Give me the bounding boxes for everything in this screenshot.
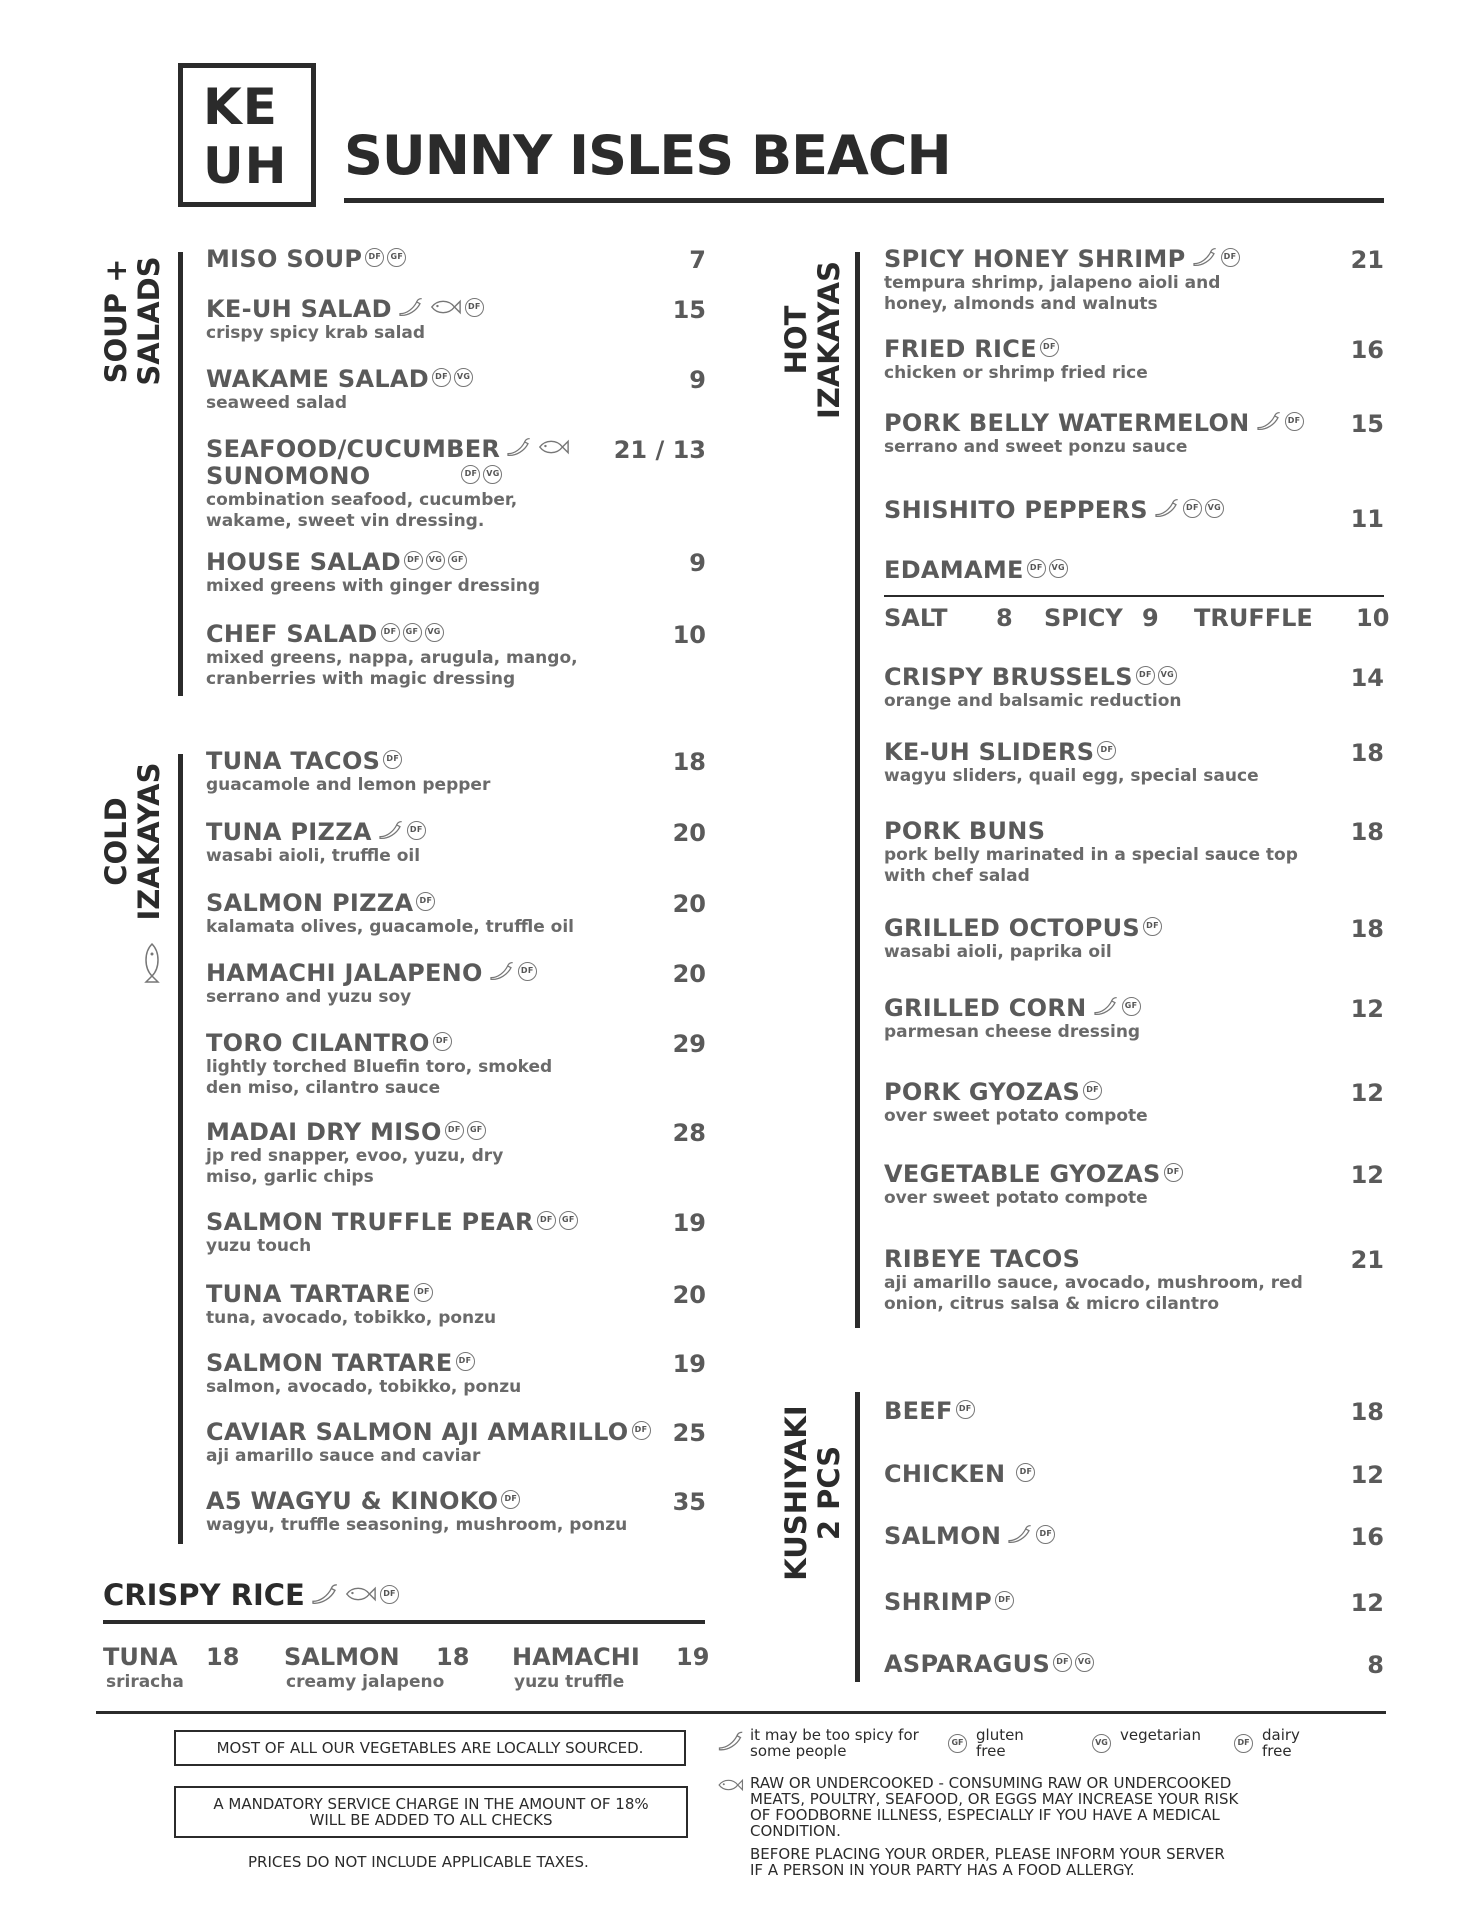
item-price: 18 — [672, 748, 706, 776]
title-divider — [344, 198, 1384, 203]
df-tag-icon: DF — [632, 1421, 651, 1440]
item-price: 18 — [1350, 818, 1384, 846]
item-name: SHRIMP — [884, 1588, 993, 1616]
item-price: 12 — [1350, 1161, 1384, 1189]
crispy-rice-salmon-price: 18 — [436, 1643, 470, 1671]
item-price: 14 — [1350, 664, 1384, 692]
legend-gf-icon: GF — [948, 1734, 967, 1753]
item-name: KE-UH SLIDERS — [884, 738, 1095, 766]
df-tag-icon: DF — [416, 892, 435, 911]
item-description: crispy spicy krab salad — [206, 323, 426, 343]
page-title: SUNNY ISLES BEACH — [344, 124, 951, 187]
item-description: serrano and sweet ponzu sauce — [884, 437, 1188, 457]
item-description-line2: with chef salad — [884, 866, 1030, 886]
item-description: wagyu, truffle seasoning, mushroom, ponzu — [206, 1515, 628, 1535]
item-price: 18 — [1350, 915, 1384, 943]
taxes-notice: PRICES DO NOT INCLUDE APPLICABLE TAXES. — [248, 1853, 589, 1871]
item-name: PORK BUNS — [884, 817, 1046, 845]
vg-tag-icon: VG — [1205, 499, 1224, 518]
legend-gluten-free: gluten free — [976, 1726, 1024, 1760]
item-description: wasabi aioli, paprika oil — [884, 942, 1112, 962]
crispy-rice-salmon: SALMON — [284, 1643, 400, 1671]
legend-dairy-free: dairy free — [1262, 1726, 1300, 1760]
item-description: aji amarillo sauce and caviar — [206, 1446, 481, 1466]
df-tag-icon: DF — [1221, 248, 1240, 267]
item-name: GRILLED CORN — [884, 994, 1087, 1022]
menu-item — [884, 1461, 1035, 1488]
df-tag-icon: DF — [465, 298, 484, 317]
menu-item — [206, 1419, 651, 1467]
crispy-rice-title — [103, 1578, 399, 1612]
item-description: tuna, avocado, tobikko, ponzu — [206, 1308, 497, 1328]
menu-item — [206, 246, 406, 273]
menu-item — [206, 1281, 496, 1329]
item-name: MISO SOUP — [206, 245, 363, 273]
vg-tag-icon: VG — [1075, 1653, 1094, 1672]
item-description: lightly torched Bluefin toro, smoked — [206, 1057, 553, 1077]
edamame-salt-price: 8 — [996, 604, 1013, 632]
edamame-rule — [884, 595, 1384, 597]
item-price: 9 — [689, 366, 706, 394]
vg-tag-icon: VG — [425, 623, 444, 642]
item-description: orange and balsamic reduction — [884, 691, 1182, 711]
logo — [178, 63, 316, 207]
item-name: A5 WAGYU & KINOKO — [206, 1487, 499, 1515]
df-tag-icon: DF — [1136, 666, 1155, 685]
menu-item — [884, 1079, 1148, 1127]
service-charge-notice: A MANDATORY SERVICE CHARGE IN THE AMOUNT OF 18% WILL BE ADDED TO ALL CHECKS — [174, 1786, 688, 1838]
vg-tag-icon: VG — [483, 465, 502, 484]
menu-item — [884, 818, 1298, 887]
menu-item — [206, 1209, 578, 1257]
item-price: 20 — [672, 1281, 706, 1309]
menu-item — [206, 960, 537, 1008]
menu-item — [884, 1651, 1094, 1678]
menu-item — [884, 336, 1148, 384]
spicy-pepper-icon — [504, 437, 532, 457]
item-description: jp red snapper, evoo, yuzu, dry — [206, 1146, 504, 1166]
menu-item — [206, 1119, 503, 1188]
df-tag-icon: DF — [501, 1490, 520, 1509]
crispy-rice-hamachi-desc: yuzu truffle — [514, 1672, 625, 1692]
item-description: guacamole and lemon pepper — [206, 775, 491, 795]
soup-salads-rule — [178, 252, 183, 696]
df-tag-icon: DF — [995, 1591, 1014, 1610]
vg-tag-icon: VG — [1049, 559, 1068, 578]
item-name: PORK BELLY WATERMELON — [884, 409, 1250, 437]
edamame-spicy: SPICY — [1044, 604, 1123, 632]
spicy-pepper-icon — [1005, 1524, 1033, 1544]
item-name: HOUSE SALAD — [206, 548, 401, 576]
item-description: mixed greens, nappa, arugula, mango, — [206, 648, 578, 668]
item-description: mixed greens with ginger dressing — [206, 576, 541, 596]
df-tag-icon: DF — [518, 962, 537, 981]
item-description: kalamata olives, guacamole, truffle oil — [206, 917, 575, 937]
raw-warning: RAW OR UNDERCOOKED - CONSUMING RAW OR UNDERCOOKED MEATS, POULTRY, SEAFOOD, OR EGGS MAY INCREASE YOUR RISK OF FOODBORNE ILLNESS, ESPECIALLY IF YOU HAVE A MEDICAL CONDITION. — [750, 1774, 1239, 1840]
crispy-rice-hamachi: HAMACHI — [512, 1643, 640, 1671]
df-tag-icon: DF — [1016, 1463, 1035, 1482]
item-name: SALMON TRUFFLE PEAR — [206, 1208, 534, 1236]
item-description: yuzu touch — [206, 1236, 312, 1256]
df-tag-icon: DF — [383, 750, 402, 769]
df-tag-icon: DF — [407, 821, 426, 840]
item-price: 7 — [689, 246, 706, 274]
df-tag-icon: DF — [1183, 499, 1202, 518]
gf-tag-icon: GF — [448, 551, 467, 570]
spicy-pepper-icon — [1091, 996, 1119, 1016]
menu-item — [206, 436, 570, 532]
item-price: 10 — [672, 621, 706, 649]
item-description: chicken or shrimp fried rice — [884, 363, 1148, 383]
item-price: 19 — [672, 1350, 706, 1378]
item-description: parmesan cheese dressing — [884, 1022, 1141, 1042]
menu-item — [206, 748, 490, 796]
legend-vg-icon: VG — [1092, 1734, 1111, 1753]
menu-item — [206, 819, 426, 867]
legend-spicy-icon — [716, 1730, 744, 1752]
item-name: SALMON PIZZA — [206, 889, 414, 917]
gf-tag-icon: GF — [559, 1211, 578, 1230]
item-name: VEGETABLE GYOZAS — [884, 1160, 1161, 1188]
item-name: ASPARAGUS — [884, 1650, 1051, 1678]
df-tag-icon: DF — [414, 1283, 433, 1302]
df-tag-icon: DF — [433, 1032, 452, 1051]
df-tag-icon: DF — [432, 368, 451, 387]
menu-item — [206, 1488, 627, 1536]
item-name: SEAFOOD/CUCUMBER — [206, 435, 501, 463]
item-price: 18 — [1350, 739, 1384, 767]
vg-tag-icon: VG — [426, 551, 445, 570]
item-name: MADAI DRY MISO — [206, 1118, 442, 1146]
item-name: SALMON TARTARE — [206, 1349, 453, 1377]
item-price: 19 — [672, 1209, 706, 1237]
menu-item — [884, 915, 1162, 963]
item-price: 20 — [672, 960, 706, 988]
df-tag-icon: DF — [1036, 1525, 1055, 1544]
edamame-spicy-price: 9 — [1142, 604, 1159, 632]
raw-fish-icon — [343, 1584, 377, 1604]
df-tag-icon: DF — [1143, 917, 1162, 936]
item-price: 21 / 13 — [613, 436, 706, 464]
df-tag-icon: DF — [956, 1400, 975, 1419]
menu-item — [206, 621, 578, 690]
item-name: HAMACHI JALAPENO — [206, 959, 483, 987]
item-price: 12 — [1350, 995, 1384, 1023]
logo-line1: KE — [203, 78, 278, 136]
df-tag-icon: DF — [381, 623, 400, 642]
menu-item — [884, 664, 1182, 712]
item-price: 15 — [672, 296, 706, 324]
item-price: 15 — [1350, 410, 1384, 438]
item-name: FRIED RICE — [884, 335, 1037, 363]
item-price: 9 — [689, 549, 706, 577]
vegetables-notice: MOST OF ALL OUR VEGETABLES ARE LOCALLY SOURCED. — [174, 1730, 686, 1766]
menu-item — [884, 1589, 1014, 1616]
item-name: SALMON — [884, 1522, 1002, 1550]
menu-item — [206, 890, 574, 938]
item-price: 28 — [672, 1119, 706, 1147]
spicy-pepper-icon — [1190, 247, 1218, 267]
item-description: seaweed salad — [206, 393, 348, 413]
item-price: 29 — [672, 1030, 706, 1058]
menu-item — [206, 549, 540, 597]
footer-rule — [96, 1711, 1386, 1714]
item-description: salmon, avocado, tobikko, ponzu — [206, 1377, 522, 1397]
item-price: 8 — [1367, 1651, 1384, 1679]
item-description-line2: wakame, sweet vin dressing. — [206, 511, 485, 531]
item-price: 35 — [672, 1488, 706, 1516]
item-name: TUNA TACOS — [206, 747, 381, 775]
item-price: 16 — [1350, 1523, 1384, 1551]
crispy-rice-label: CRISPY RICE — [103, 1578, 305, 1612]
menu-item — [884, 557, 1068, 584]
menu-item — [206, 1350, 521, 1398]
df-tag-icon: DF — [1040, 338, 1059, 357]
item-name: TORO CILANTRO — [206, 1029, 430, 1057]
menu-item — [884, 410, 1304, 458]
item-price: 20 — [672, 819, 706, 847]
item-price: 12 — [1350, 1079, 1384, 1107]
item-name: KE-UH SALAD — [206, 295, 392, 323]
df-tag-icon: DF — [1083, 1081, 1102, 1100]
item-description-line2: miso, garlic chips — [206, 1167, 374, 1187]
item-price: 16 — [1350, 336, 1384, 364]
fish-section-icon — [141, 942, 163, 984]
crispy-rice-tuna-desc: sriracha — [106, 1672, 184, 1692]
spicy-pepper-icon — [396, 297, 424, 317]
item-name: SPICY HONEY SHRIMP — [884, 245, 1186, 273]
gf-tag-icon: GF — [467, 1121, 486, 1140]
vg-tag-icon: VG — [1158, 666, 1177, 685]
spicy-pepper-icon — [309, 1583, 339, 1605]
legend-vegetarian: vegetarian — [1120, 1726, 1201, 1744]
item-name: CHEF SALAD — [206, 620, 378, 648]
allergy-notice: BEFORE PLACING YOUR ORDER, PLEASE INFORM YOUR SERVER IF A PERSON IN YOUR PARTY HAS A FOOD ALLERGY. — [750, 1845, 1225, 1879]
section-cold-izakayas-label: COLD IZAKAYAS — [99, 762, 166, 921]
cold-izakayas-rule — [178, 754, 183, 1544]
menu-item — [884, 1246, 1303, 1315]
df-tag-icon: DF — [456, 1352, 475, 1371]
logo-line2: UH — [203, 137, 288, 195]
crispy-rice-hamachi-price: 19 — [676, 1643, 710, 1671]
menu-item — [206, 1030, 552, 1099]
menu-item — [884, 246, 1240, 315]
item-description-line2: honey, almonds and walnuts — [884, 294, 1158, 314]
legend-df-icon: DF — [1234, 1734, 1253, 1753]
item-description-line2: onion, citrus salsa & micro cilantro — [884, 1294, 1220, 1314]
legend-raw-fish-icon — [716, 1777, 744, 1793]
item-description: wagyu sliders, quail egg, special sauce — [884, 766, 1259, 786]
df-tag-icon: DF — [1053, 1653, 1072, 1672]
item-name: BEEF — [884, 1397, 953, 1425]
df-tag-icon: DF — [1164, 1163, 1183, 1182]
item-description: over sweet potato compote — [884, 1106, 1148, 1126]
item-description: pork belly marinated in a special sauce top — [884, 845, 1298, 865]
gf-tag-icon: GF — [1122, 997, 1141, 1016]
item-description: wasabi aioli, truffle oil — [206, 846, 421, 866]
spicy-pepper-icon — [487, 961, 515, 981]
item-name: EDAMAME — [884, 556, 1024, 584]
item-name: RIBEYE TACOS — [884, 1245, 1081, 1273]
spicy-pepper-icon — [376, 820, 404, 840]
item-price: 20 — [672, 890, 706, 918]
crispy-rice-rule — [103, 1620, 705, 1624]
item-name: CRISPY BRUSSELS — [884, 663, 1133, 691]
item-price: 11 — [1350, 505, 1384, 533]
item-price: 25 — [672, 1419, 706, 1447]
menu-item — [884, 497, 1224, 524]
item-name: WAKAME SALAD — [206, 365, 430, 393]
menu-item — [884, 1398, 975, 1425]
item-description-line2: den miso, cilantro sauce — [206, 1078, 441, 1098]
edamame-truffle: TRUFFLE — [1194, 604, 1313, 632]
hot-izakayas-rule — [855, 252, 860, 1328]
vg-tag-icon: VG — [454, 368, 473, 387]
kushiyaki-rule — [855, 1392, 860, 1682]
item-price: 21 — [1350, 246, 1384, 274]
section-kushiyaki-label: KUSHIYAKI 2 PCS — [779, 1405, 846, 1581]
edamame-salt: SALT — [884, 604, 948, 632]
section-hot-izakayas-label: HOT IZAKAYAS — [779, 261, 846, 419]
df-tag-icon: DF — [1027, 559, 1046, 578]
item-name: GRILLED OCTOPUS — [884, 914, 1141, 942]
item-name-line2: SUNOMONO — [206, 462, 371, 490]
menu-item — [206, 296, 484, 344]
menu-item — [884, 739, 1259, 787]
item-name: TUNA TARTARE — [206, 1280, 411, 1308]
df-tag-icon: DF — [380, 1585, 399, 1604]
gf-tag-icon: GF — [387, 248, 406, 267]
item-description: serrano and yuzu soy — [206, 987, 412, 1007]
item-description: over sweet potato compote — [884, 1188, 1148, 1208]
df-tag-icon: DF — [404, 551, 423, 570]
section-soup-salads-label: SOUP + SALADS — [99, 256, 166, 386]
item-price: 18 — [1350, 1398, 1384, 1426]
edamame-truffle-price: 10 — [1356, 604, 1390, 632]
df-tag-icon: DF — [537, 1211, 556, 1230]
menu-item — [884, 995, 1141, 1043]
item-description: combination seafood, cucumber, — [206, 490, 518, 510]
menu-item — [206, 366, 473, 414]
item-price: 12 — [1350, 1589, 1384, 1617]
df-tag-icon: DF — [1285, 412, 1304, 431]
spicy-pepper-icon — [1152, 498, 1180, 518]
item-description-line2: cranberries with magic dressing — [206, 669, 516, 689]
gf-tag-icon: GF — [403, 623, 422, 642]
raw-fish-icon — [428, 297, 462, 317]
raw-fish-icon — [536, 437, 570, 457]
item-description: tempura shrimp, jalapeno aioli and — [884, 273, 1221, 293]
item-name: CHICKEN — [884, 1460, 1006, 1488]
df-tag-icon: DF — [1097, 741, 1116, 760]
df-tag-icon: DF — [461, 465, 480, 484]
crispy-rice-tuna-price: 18 — [206, 1643, 240, 1671]
crispy-rice-tuna: TUNA — [103, 1643, 178, 1671]
crispy-rice-salmon-desc: creamy jalapeno — [286, 1672, 445, 1692]
legend-spicy: it may be too spicy for some people — [750, 1726, 919, 1760]
item-name: SHISHITO PEPPERS — [884, 496, 1148, 524]
menu-item — [884, 1161, 1183, 1209]
item-name: CAVIAR SALMON AJI AMARILLO — [206, 1418, 629, 1446]
df-tag-icon: DF — [365, 248, 384, 267]
spicy-pepper-icon — [1254, 411, 1282, 431]
df-tag-icon: DF — [445, 1121, 464, 1140]
menu-item — [884, 1523, 1055, 1550]
item-price: 21 — [1350, 1246, 1384, 1274]
item-name: PORK GYOZAS — [884, 1078, 1081, 1106]
item-name: TUNA PIZZA — [206, 818, 372, 846]
item-description: aji amarillo sauce, avocado, mushroom, red — [884, 1273, 1303, 1293]
item-price: 12 — [1350, 1461, 1384, 1489]
